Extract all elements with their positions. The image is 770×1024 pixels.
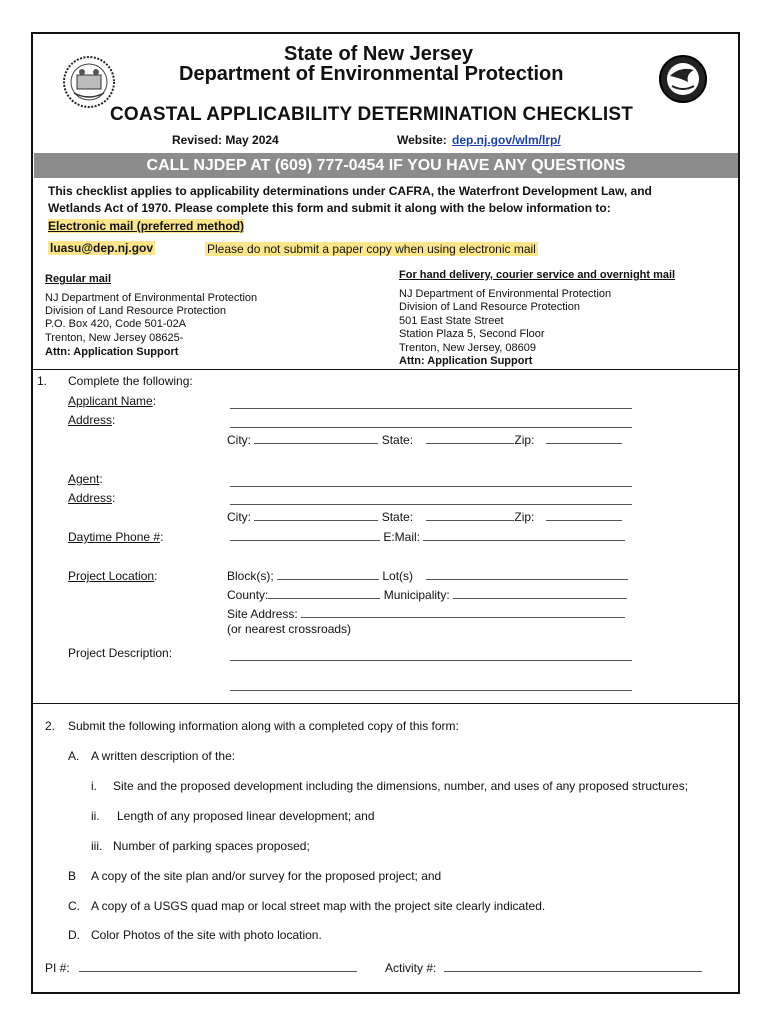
applicant-name-label: Applicant Name:	[68, 394, 157, 408]
item-iii-label: iii.	[91, 839, 103, 853]
hand-delivery-line: Division of Land Resource Protection	[399, 301, 580, 313]
header-department: Department of Environmental Protection	[179, 63, 564, 85]
agent-address-field[interactable]	[230, 492, 632, 510]
regular-mail-attn: Attn: Application Support	[45, 346, 179, 358]
phone-email-row: E:Mail:	[230, 530, 625, 544]
daytime-phone-field[interactable]	[230, 531, 380, 541]
email-field[interactable]	[423, 531, 625, 541]
hand-delivery-line: 501 East State Street	[399, 315, 504, 327]
section1-number: 1.	[37, 374, 48, 388]
lot-field[interactable]	[426, 570, 628, 580]
dep-logo-icon	[658, 54, 708, 104]
hand-delivery-heading: For hand delivery, courier service and overnight mail	[399, 269, 676, 281]
electronic-mail-heading: Electronic mail (preferred method)	[48, 219, 245, 233]
site-address-row: Site Address:	[227, 607, 625, 621]
item-d-label: D.	[68, 928, 80, 942]
site-address-field[interactable]	[301, 608, 625, 618]
item-i-text: Site and the proposed development including the dimensions, number, and uses of any proposed structures;	[113, 779, 689, 793]
item-a-label: A.	[68, 749, 80, 763]
state-seal-icon	[62, 55, 116, 109]
block-field[interactable]	[277, 570, 379, 580]
regular-mail-line: Trenton, New Jersey 08625-	[45, 332, 184, 344]
project-description-field[interactable]	[230, 678, 632, 696]
item-a-text: A written description of the:	[91, 749, 236, 763]
applicant-address-label: Address:	[68, 413, 116, 427]
municipality-field[interactable]	[453, 589, 627, 599]
agent-zip-field[interactable]	[546, 511, 622, 521]
item-b-label: B	[68, 869, 77, 883]
revised-date: Revised: May 2024	[172, 133, 279, 147]
project-description-label: Project Description:	[68, 646, 173, 660]
applicant-name-field[interactable]	[230, 396, 632, 414]
agent-city-field[interactable]	[254, 511, 378, 521]
regular-mail-heading: Regular mail	[45, 273, 112, 285]
item-d-text: Color Photos of the site with photo location.	[91, 928, 322, 942]
agent-state-field[interactable]	[426, 511, 514, 521]
item-b-text: A copy of the site plan and/or survey for the proposed project; and	[91, 869, 442, 883]
section2-number: 2.	[45, 719, 56, 733]
hand-delivery-line: Station Plaza 5, Second Floor	[399, 328, 545, 340]
crossroads-note: (or nearest crossroads)	[227, 622, 352, 636]
item-ii-label: ii.	[91, 809, 100, 823]
daytime-phone-label: Daytime Phone #:	[68, 530, 164, 544]
item-c-label: C.	[68, 899, 80, 913]
section-divider	[33, 703, 738, 704]
project-description-field[interactable]	[230, 648, 632, 666]
applicant-address-field[interactable]	[230, 415, 632, 433]
agent-field[interactable]	[230, 474, 632, 492]
intro-line-2: Wetlands Act of 1970. Please complete this form and submit it along with the below information to:	[48, 201, 611, 215]
agent-address-label: Address:	[68, 491, 116, 505]
regular-mail-line: Division of Land Resource Protection	[45, 305, 226, 317]
block-lot-row: Block(s); Lot(s)	[227, 569, 628, 583]
applicant-zip-field[interactable]	[546, 434, 622, 444]
section2-intro: Submit the following information along with a completed copy of this form:	[68, 719, 459, 733]
website-label: Website:	[397, 133, 447, 147]
website-link[interactable]: dep.nj.gov/wlm/lrp/	[452, 133, 561, 147]
page-title: COASTAL APPLICABILITY DETERMINATION CHECKLIST	[110, 104, 634, 125]
section-divider	[33, 369, 738, 370]
item-iii-text: Number of parking spaces proposed;	[113, 839, 310, 853]
pi-number-field[interactable]	[79, 962, 357, 972]
hand-delivery-attn: Attn: Application Support	[399, 355, 533, 367]
activity-number-row: Activity #:	[385, 961, 702, 975]
section1-intro: Complete the following:	[68, 374, 193, 388]
pi-number-row: PI #:	[45, 961, 357, 975]
hand-delivery-line: NJ Department of Environmental Protection	[399, 288, 612, 300]
agent-label: Agent:	[68, 472, 103, 486]
county-field[interactable]	[268, 589, 380, 599]
submission-email[interactable]: luasu@dep.nj.gov	[50, 241, 154, 255]
item-ii-text: Length of any proposed linear development; and	[117, 809, 375, 823]
item-c-text: A copy of a USGS quad map or local street map with the project site clearly indicated.	[91, 899, 546, 913]
phone-banner: CALL NJDEP AT (609) 777-0454 IF YOU HAVE ANY QUESTIONS	[34, 153, 738, 178]
header-state: State of New Jersey	[284, 43, 473, 65]
activity-number-field[interactable]	[444, 962, 702, 972]
project-location-label: Project Location:	[68, 569, 158, 583]
email-note: Please do not submit a paper copy when using electronic mail	[207, 242, 536, 256]
regular-mail-line: P.O. Box 420, Code 501-02A	[45, 318, 187, 330]
intro-line-1: This checklist applies to applicability determinations under CAFRA, the Waterfront Development Law, and	[48, 184, 652, 198]
applicant-state-field[interactable]	[426, 434, 514, 444]
hand-delivery-line: Trenton, New Jersey, 08609	[399, 342, 536, 354]
item-i-label: i.	[91, 779, 97, 793]
applicant-city-row: City: State: Zip:	[227, 433, 622, 447]
regular-mail-line: NJ Department of Environmental Protection	[45, 292, 258, 304]
agent-city-row: City: State: Zip:	[227, 510, 622, 524]
applicant-city-field[interactable]	[254, 434, 378, 444]
county-municipality-row: County: Municipality:	[227, 588, 627, 602]
